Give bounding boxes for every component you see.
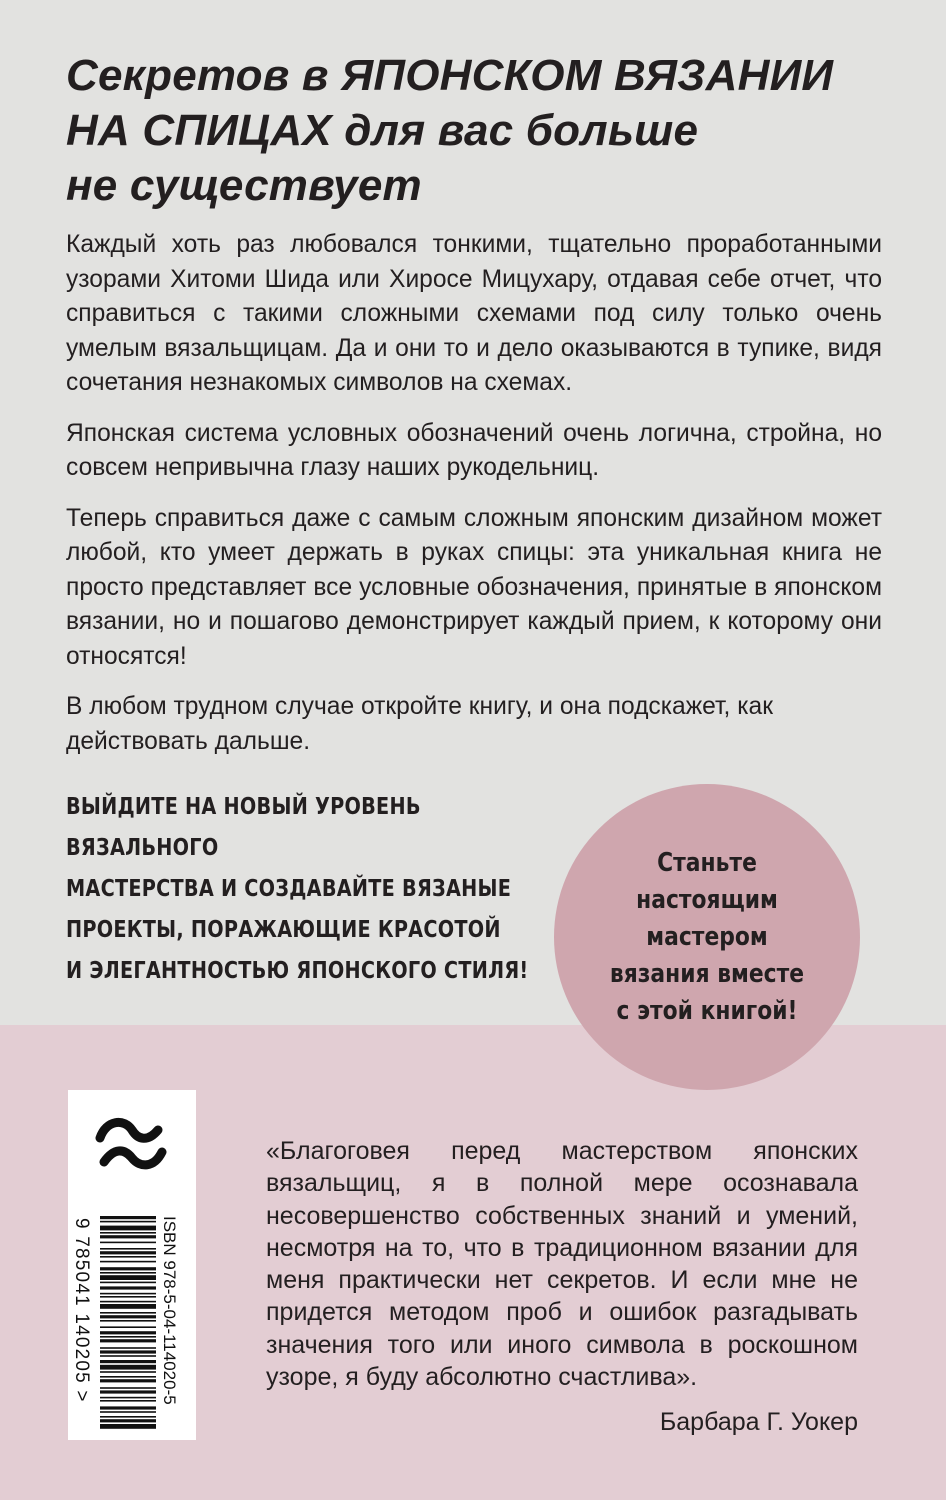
barcode-bar: [100, 1355, 156, 1357]
barcode-bar: [100, 1424, 156, 1429]
barcode-bar: [100, 1376, 156, 1378]
barcode-bar: [100, 1272, 156, 1274]
barcode-bar: [100, 1419, 156, 1422]
isbn-label: ISBN 978-5-04-114020-5: [160, 1216, 179, 1405]
description-paragraph-2: Японская система условных обозначений очень логична, стройна, но совсем непривычна глазу наших рукодельниц.: [66, 419, 882, 481]
headline-line-2: НА СПИЦАХ для вас больше: [66, 106, 699, 155]
promo-circle-text: Станьте настоящим мастером вязания вместе с этой книгой!: [609, 847, 805, 1026]
barcode-bar: [100, 1242, 156, 1244]
barcode-bar: [100, 1350, 156, 1353]
barcode-bar: [100, 1301, 156, 1303]
headline: [66, 48, 886, 213]
cta-line-4: И ЭЛЕГАНТНОСТЬЮ ЯПОНСКОГО СТИЛЯ!: [66, 956, 529, 984]
barcode-bar: [100, 1320, 156, 1322]
barcode: [68, 1090, 196, 1440]
barcode-bar: [100, 1235, 156, 1238]
description-paragraph-1: Каждый хоть раз любовался тонкими, тщательно проработанными узорами Хитоми Шида или Хиросе Мицухару, отдавая себе отчет, что справиться с такими сложными схемами под силу только очень умелым вязальщицам. Да и они то и дело оказываются в тупике, видя сочетания незнакомых символов на схемах.: [66, 231, 882, 396]
barcode-bar: [100, 1387, 156, 1389]
barcode-bar: [100, 1416, 156, 1418]
barcode-bar: [100, 1411, 156, 1413]
barcode-bar: [100, 1331, 156, 1334]
barcode-bar: [100, 1315, 156, 1318]
headline-line-3: не существует: [66, 161, 422, 210]
cta-line-1: ВЫЙДИТЕ НА НОВЫЙ УРОВЕНЬ ВЯЗАЛЬНОГО: [66, 792, 421, 861]
barcode-bar: [100, 1312, 156, 1314]
description-paragraph-4: В любом трудном случае откройте книгу, и она подскажет, как действовать дальше.: [66, 693, 773, 755]
call-to-action: [66, 786, 574, 991]
barcode-bar: [100, 1347, 156, 1349]
barcode-bar: [100, 1221, 156, 1223]
barcode-bar: [100, 1336, 156, 1338]
barcode-bar: [100, 1371, 156, 1373]
barcode-bar: [100, 1286, 156, 1289]
barcode-bar: [100, 1400, 156, 1402]
barcode-bar: [100, 1304, 156, 1309]
cta-line-3: ПРОЕКТЫ, ПОРАЖАЮЩИЕ КРАСОТОЙ: [66, 915, 501, 943]
barcode-bar: [100, 1365, 156, 1370]
headline-line-1: Секретов в ЯПОНСКОМ ВЯЗАНИИ: [66, 51, 834, 100]
barcode-bar: [100, 1326, 156, 1328]
barcode-bar: [100, 1256, 156, 1258]
barcode-bar: [100, 1406, 156, 1409]
barcode-bar: [100, 1226, 156, 1231]
barcode-digits: 9 785041 140205 >: [71, 1218, 92, 1403]
testimonial-quote: «Благоговея перед мастерством японских вязальщиц, я в полной мере осознавала несовершенство собственных знаний и умений, несмотря на то, что в традиционном вязании для меня практически нет секретов. И если мне не придется методом проб и ошибок разгадывать значения того или иного символа в роскошном узоре, я буду абсолютно счастлива».: [266, 1137, 858, 1392]
barcode-bar: [100, 1397, 156, 1399]
barcode-bar: [100, 1296, 156, 1298]
barcode-panel: [68, 1090, 196, 1440]
barcode-bar: [100, 1339, 156, 1342]
barcode-bar: [100, 1379, 156, 1382]
barcode-bar: [100, 1267, 156, 1270]
barcode-bar: [100, 1216, 156, 1219]
promo-circle: [554, 784, 860, 1090]
testimonial-author: Барбара Г. Уокер: [659, 1408, 858, 1436]
barcode-bar: [100, 1390, 156, 1393]
barcode-bars: [100, 1216, 156, 1429]
description-paragraph-3: Теперь справиться даже с самым сложным японским дизайном может любой, кто умеет держать в руках спицы: эта уникальная книга не просто представляет все условные обозначения, принятые в японском вязании, но и пошагово демонстрирует каждый прием, к которому они относятся!: [66, 504, 882, 670]
barcode-bar: [100, 1275, 156, 1280]
description: [66, 228, 882, 775]
barcode-bar: [100, 1360, 156, 1363]
barcode-bar: [100, 1248, 156, 1250]
cta-line-2: МАСТЕРСТВА И СОЗДАВАЙТЕ ВЯЗАНЫЕ: [66, 874, 512, 902]
barcode-bar: [100, 1282, 156, 1284]
barcode-bar: [100, 1261, 156, 1263]
barcode-bar: [100, 1232, 156, 1234]
barcode-bar: [100, 1251, 156, 1254]
barcode-bar: [100, 1293, 156, 1295]
